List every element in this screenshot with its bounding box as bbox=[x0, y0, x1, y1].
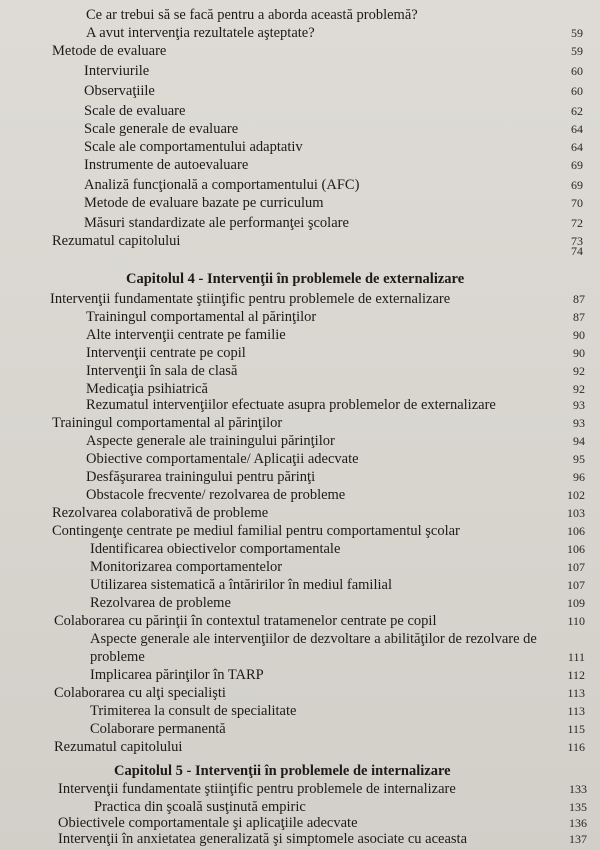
toc-entry-text: Măsuri standardizate ale performanţei şcolare bbox=[84, 215, 349, 231]
toc-entry bbox=[0, 362, 600, 380]
toc-entry bbox=[0, 522, 600, 540]
toc-entry-text: Aspecte generale ale trainingului părinţilor bbox=[86, 433, 335, 449]
toc-entry-text: Intervenţii în sala de clasă bbox=[86, 363, 238, 379]
toc-entry bbox=[0, 666, 600, 684]
toc-entry bbox=[0, 6, 600, 24]
toc-entry bbox=[0, 156, 600, 174]
toc-entry-text: Intervenţii în anxietatea generalizată şi simptomele asociate cu aceasta bbox=[58, 831, 468, 847]
toc-entry-text: Metode de evaluare bbox=[52, 43, 167, 59]
toc-entry-text: Scale ale comportamentului adaptativ bbox=[84, 139, 303, 155]
toc-entry-text: Alte intervenţii centrate pe familie bbox=[86, 327, 286, 343]
toc-entry-page: 90 bbox=[573, 346, 585, 360]
toc-entry bbox=[0, 576, 600, 594]
toc-entry bbox=[0, 780, 600, 798]
toc-entry-text: Observaţiile bbox=[84, 83, 155, 99]
toc-entry-text: Rezumatul intervenţiilor efectuate asupra problemelor de externalizare bbox=[86, 397, 496, 413]
toc-entry-page: 110 bbox=[567, 614, 585, 628]
toc-entry-text: Contingenţe centrate pe mediul familial pentru comportamentul şcolar bbox=[52, 523, 460, 539]
toc-entry-page: 137 bbox=[569, 832, 587, 846]
toc-entry-text: Rezumatul capitolului bbox=[54, 739, 183, 755]
toc-entry-text: Identificarea obiectivelor comportamentale bbox=[90, 541, 341, 557]
toc-entry-text: Implicarea părinţilor în TARP bbox=[90, 667, 264, 683]
toc-entry-page: 87 bbox=[573, 292, 585, 306]
toc-entry-page: 115 bbox=[567, 722, 585, 736]
toc-entry-page: 133 bbox=[569, 782, 587, 796]
toc-entry-page: 106 bbox=[567, 542, 585, 556]
toc-entry-page: 60 bbox=[571, 84, 583, 98]
toc-entry-page: 116 bbox=[567, 740, 585, 754]
toc-entry-page: 72 bbox=[571, 216, 583, 230]
toc-entry bbox=[0, 648, 600, 666]
toc-entry-page: 69 bbox=[571, 158, 583, 172]
toc-entry-text: Scale de evaluare bbox=[84, 103, 186, 119]
toc-entry-page: 92 bbox=[573, 382, 585, 396]
toc-entry-page: 93 bbox=[573, 416, 585, 430]
toc-entry-page: 103 bbox=[567, 506, 585, 520]
toc-entry bbox=[0, 738, 600, 756]
toc-entry-text: Interviurile bbox=[84, 63, 150, 79]
toc-entry bbox=[0, 702, 600, 720]
toc-entry-page: 102 bbox=[567, 488, 585, 502]
toc-entry-text: Obstacole frecvente/ rezolvarea de probleme bbox=[86, 487, 346, 503]
toc-entry-text: Utilizarea sistematică a întăririlor în mediul familial bbox=[90, 577, 392, 593]
toc-entry-text: Scale generale de evaluare bbox=[84, 121, 239, 137]
toc-entry bbox=[0, 308, 600, 326]
toc-entry-page: 94 bbox=[573, 434, 585, 448]
toc-entry-text: Rezolvarea de probleme bbox=[90, 595, 231, 611]
chapter-heading bbox=[0, 270, 600, 288]
toc-entry-page: 60 bbox=[571, 64, 583, 78]
toc-entry-page: 111 bbox=[567, 650, 585, 664]
toc-entry bbox=[0, 120, 600, 138]
toc-entry-page: 90 bbox=[573, 328, 585, 342]
toc-entry bbox=[0, 504, 600, 522]
toc-entry bbox=[0, 344, 600, 362]
toc-entry-page: 69 bbox=[571, 178, 583, 192]
toc-entry bbox=[0, 396, 600, 414]
toc-entry bbox=[0, 540, 600, 558]
toc-entry-text: Trimiterea la consult de specialitate bbox=[90, 703, 297, 719]
toc-entry-page: 113 bbox=[567, 686, 585, 700]
toc-entry-page: 62 bbox=[571, 104, 583, 118]
toc-entry-text: Obiectivele comportamentale şi aplicaţiile adecvate bbox=[58, 815, 358, 831]
toc-entry-page: 109 bbox=[567, 596, 585, 610]
toc-entry-page: 64 bbox=[571, 122, 583, 136]
toc-entry bbox=[0, 486, 600, 504]
toc-entry bbox=[0, 720, 600, 738]
toc-entry bbox=[0, 414, 600, 432]
toc-entry-text: Monitorizarea comportamentelor bbox=[90, 559, 283, 575]
toc-entry bbox=[0, 558, 600, 576]
toc-entry-text: Ce ar trebui să se facă pentru a aborda această problemă? bbox=[86, 7, 418, 23]
toc-entry bbox=[0, 194, 600, 212]
toc-entry-text: Desfăşurarea trainingului pentru părinţi bbox=[86, 469, 316, 485]
toc-entry-text: A avut intervenţia rezultatele aşteptate? bbox=[86, 25, 315, 41]
toc-entry-text: Colaborarea cu părinţii în contextul tratamenelor centrate pe copil bbox=[54, 613, 437, 629]
toc-entry bbox=[0, 468, 600, 486]
toc-entry-page: 112 bbox=[567, 668, 585, 682]
toc-entry bbox=[0, 176, 600, 194]
toc-entry-text: Rezumatul capitolului bbox=[52, 233, 181, 249]
toc-entry-text: Metode de evaluare bazate pe curriculum bbox=[84, 195, 324, 211]
toc-entry-text: Rezolvarea colaborativă de probleme bbox=[52, 505, 269, 521]
toc-entry bbox=[0, 432, 600, 450]
toc-entry-text: Intervenţii centrate pe copil bbox=[86, 345, 246, 361]
toc-entry-text: Intervenţii fundamentate ştiinţific pentru problemele de internalizare bbox=[58, 781, 456, 797]
toc-entry bbox=[0, 594, 600, 612]
toc-entry-page: 135 bbox=[569, 800, 587, 814]
toc-entry-text: Intervenţii fundamentate ştiinţific pentru problemele de externalizare bbox=[50, 291, 451, 307]
toc-entry-text: Analiză funcţională a comportamentului (AFC) bbox=[84, 177, 360, 193]
toc-entry-page: 87 bbox=[573, 310, 585, 324]
toc-entry-page: 107 bbox=[567, 560, 585, 574]
toc-entry-page: 59 bbox=[571, 26, 583, 40]
toc-entry-text: probleme bbox=[90, 649, 145, 665]
toc-entry-page: 92 bbox=[573, 364, 585, 378]
toc-entry bbox=[0, 62, 600, 80]
toc-entry-page: 96 bbox=[573, 470, 585, 484]
toc-entry bbox=[0, 24, 600, 42]
toc-entry-page: 107 bbox=[567, 578, 585, 592]
toc-entry bbox=[0, 214, 600, 232]
toc-entry-text: Colaborare permanentă bbox=[90, 721, 226, 737]
toc-entry bbox=[0, 242, 600, 260]
toc-entry-page: 106 bbox=[567, 524, 585, 538]
toc-entry bbox=[0, 42, 600, 60]
toc-entry bbox=[0, 326, 600, 344]
toc-entry-text: Medicaţia psihiatrică bbox=[86, 381, 208, 397]
toc-entry-page: 93 bbox=[573, 398, 585, 412]
chapter-heading bbox=[0, 762, 600, 780]
chapter-4-title: Capitolul 4 - Intervenţii în problemele de externalizare bbox=[126, 271, 465, 287]
toc-entry bbox=[0, 290, 600, 308]
toc-entry bbox=[0, 612, 600, 630]
toc-entry-text: Aspecte generale ale intervenţiilor de dezvoltare a abilităţilor de rezolvare de bbox=[90, 631, 537, 647]
toc-entry bbox=[0, 138, 600, 156]
toc-entry bbox=[0, 684, 600, 702]
toc-entry-page: 95 bbox=[573, 452, 585, 466]
toc-entry-page: 64 bbox=[571, 140, 583, 154]
toc-entry bbox=[0, 830, 600, 848]
toc-entry-text: Obiective comportamentale/ Aplicaţii adecvate bbox=[86, 451, 359, 467]
toc-entry-text: Trainingul comportamental al părinţilor bbox=[86, 309, 317, 325]
toc-entry bbox=[0, 450, 600, 468]
toc-entry-text: Trainingul comportamental al părinţilor bbox=[52, 415, 283, 431]
toc-entry-text: Practica din şcoală susţinută empiric bbox=[94, 799, 306, 815]
toc-entry-text: Colaborarea cu alţi specialişti bbox=[54, 685, 226, 701]
toc-entry bbox=[0, 82, 600, 100]
toc-entry-page: 136 bbox=[569, 816, 587, 830]
chapter-5-title: Capitolul 5 - Intervenţii în problemele de internalizare bbox=[114, 763, 451, 779]
toc-entry-page: 70 bbox=[571, 196, 583, 210]
toc-entry-page: 74 bbox=[571, 244, 583, 258]
toc-entry-page: 73 bbox=[571, 234, 583, 248]
toc-entry bbox=[0, 630, 600, 648]
toc-entry-page: 113 bbox=[567, 704, 585, 718]
toc-entry bbox=[0, 102, 600, 120]
toc-entry-text: Instrumente de autoevaluare bbox=[84, 157, 249, 173]
toc-entry-page: 59 bbox=[571, 44, 583, 58]
